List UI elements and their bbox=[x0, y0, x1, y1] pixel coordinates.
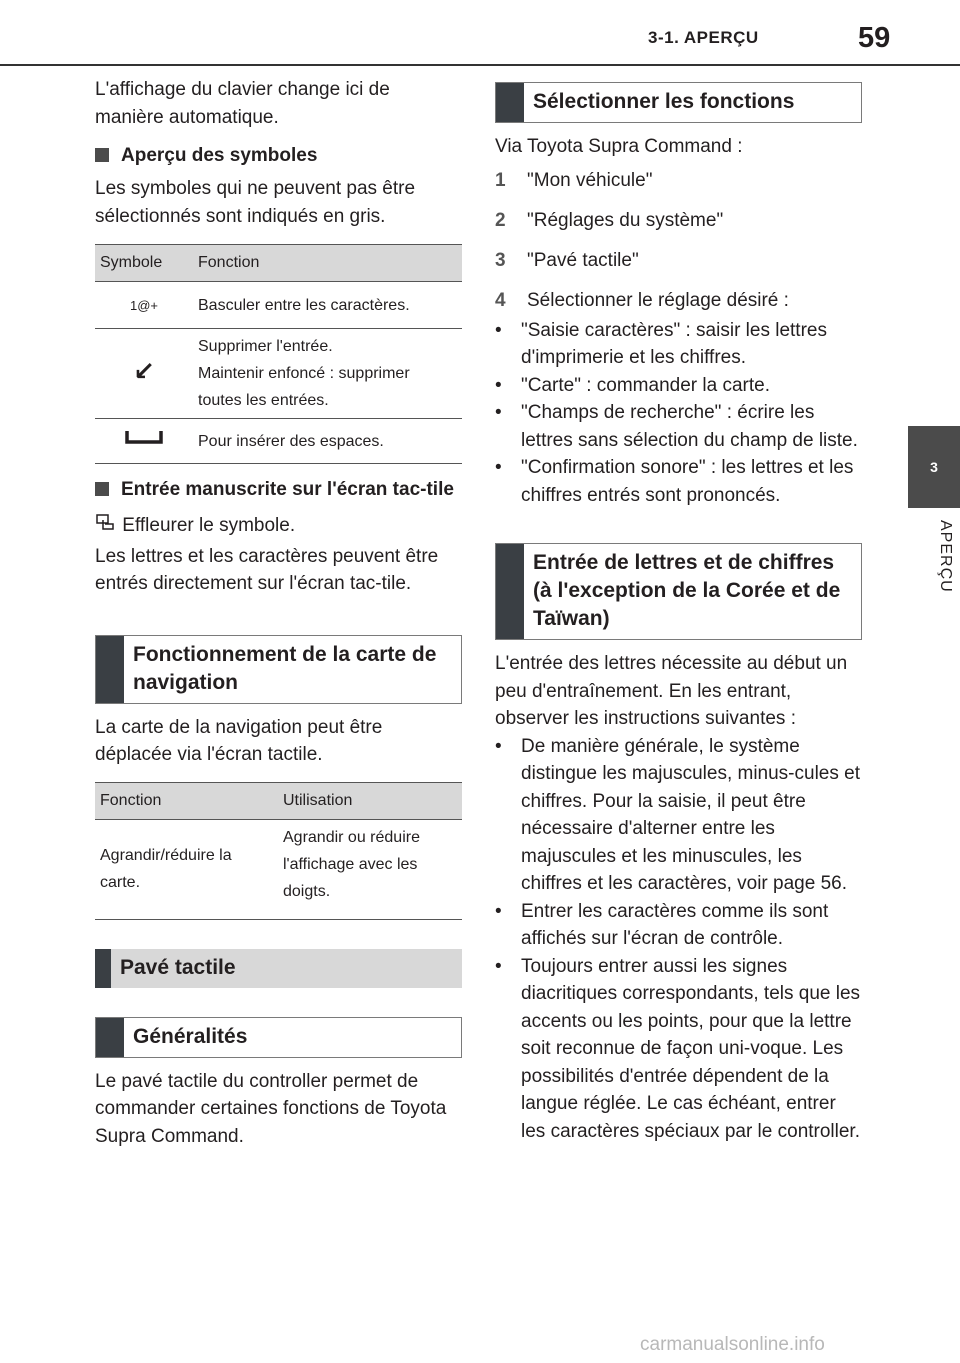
nav-table bbox=[95, 782, 462, 920]
general-section-box bbox=[95, 1017, 462, 1058]
switch-characters-icon: 1@+ bbox=[129, 297, 159, 313]
function-cell: Pour insérer des espaces. bbox=[193, 419, 462, 464]
chapter-tab: 3 bbox=[908, 426, 960, 508]
section-title: 3-1. APERÇU bbox=[648, 28, 759, 47]
tap-instruction: Effleurer le symbole. bbox=[95, 512, 462, 540]
usage-cell: Agrandir ou réduire l'affichage avec les doigts. bbox=[278, 819, 462, 919]
nav-section-title: Fonctionnement de la carte de navigation bbox=[133, 642, 437, 694]
nav-section-box bbox=[95, 635, 462, 704]
symbols-table bbox=[95, 244, 462, 464]
chapter-label: APERÇU bbox=[937, 520, 954, 593]
general-section-title: Généralités bbox=[133, 1024, 248, 1048]
table-row bbox=[95, 819, 462, 919]
list-item: 2 "Réglages du système" bbox=[495, 209, 724, 231]
symbols-col-function: Fonction bbox=[193, 245, 462, 282]
function-cell: Supprimer l'entrée. Maintenir enfoncé : supprimer toutes les entrées. bbox=[193, 329, 462, 419]
space-icon bbox=[124, 428, 164, 446]
right-column bbox=[495, 82, 862, 1145]
header-divider bbox=[0, 64, 960, 66]
steps-list bbox=[495, 167, 862, 314]
list-item: 3 "Pavé tactile" bbox=[495, 249, 639, 271]
list-item: • Toujours entrer aussi les signes diacritiques correspondants, tels que les accents ou les points, pour que la lettre soit reconnue de façon uni-voque. Les possibilités d'entrée dépendent de la langue réglée. Le cas échéant, entrer les caractères spéciaux par le controller. bbox=[495, 955, 861, 1142]
list-item: • "Confirmation sonore" : les lettres et les chiffres entrés sont prononcés. bbox=[495, 457, 854, 506]
entry-section-title: Entrée de lettres et de chiffres (à l'exception de la Corée et de Taïwan) bbox=[533, 551, 841, 630]
list-item: • Entrer les caractères comme ils sont affichés sur l'écran de contrôle. bbox=[495, 900, 829, 949]
select-section-box bbox=[495, 82, 862, 123]
list-item: • De manière générale, le système distingue les majuscules, minus-cules et chiffres. Pour la saisie, il peut être nécessaire d'alterner entre les majuscules et les minuscules, les chiffres et les caractères, voir page 56. bbox=[495, 735, 860, 894]
function-cell: Agrandir/réduire la carte. bbox=[95, 819, 278, 919]
watermark: carmanualsonline.info bbox=[640, 1334, 825, 1355]
entry-text: L'entrée des lettres nécessite au début un peu d'entraînement. En les entrant, observer les instructions suivantes : bbox=[495, 653, 848, 729]
list-item: 4 Sélectionner le réglage désiré : bbox=[495, 289, 789, 311]
options-list bbox=[495, 317, 862, 510]
symbols-heading: Aperçu des symboles bbox=[95, 142, 462, 169]
entry-section-box bbox=[495, 543, 862, 640]
nav-col-usage: Utilisation bbox=[278, 782, 462, 819]
table-row bbox=[95, 419, 462, 464]
nav-text: La carte de la navigation peut être déplacée via l'écran tactile. bbox=[95, 716, 383, 765]
touchpad-section-box bbox=[95, 949, 462, 988]
list-item: • "Carte" : commander la carte. bbox=[495, 374, 770, 396]
square-bullet-icon bbox=[95, 148, 109, 162]
table-row bbox=[95, 329, 462, 419]
handwriting-heading: Entrée manuscrite sur l'écran tac-tile bbox=[95, 476, 462, 503]
symbols-col-symbol: Symbole bbox=[95, 245, 193, 282]
via-text: Via Toyota Supra Command : bbox=[495, 136, 743, 157]
nav-col-function: Fonction bbox=[95, 782, 278, 819]
general-text: Le pavé tactile du controller permet de commander certaines fonctions de Toyota Supra Command. bbox=[95, 1070, 447, 1147]
square-bullet-icon bbox=[95, 482, 109, 496]
delete-icon: ↙ bbox=[133, 356, 155, 386]
select-section-title: Sélectionner les fonctions bbox=[533, 90, 795, 113]
table-row bbox=[95, 282, 462, 329]
instructions-list bbox=[495, 733, 862, 1146]
list-item: • "Champs de recherche" : écrire les lettres sans sélection du champ de liste. bbox=[495, 402, 858, 451]
symbols-text: Les symboles qui ne peuvent pas être sélectionnés sont indiqués en gris. bbox=[95, 178, 416, 227]
list-item: 1 "Mon véhicule" bbox=[495, 169, 653, 191]
finger-tap-icon bbox=[95, 513, 117, 533]
list-item: • "Saisie caractères" : saisir les lettres d'imprimerie et les chiffres. bbox=[495, 319, 827, 368]
keyboard-intro: L'affichage du clavier change ici de manière automatique. bbox=[95, 79, 390, 128]
touchpad-section-title: Pavé tactile bbox=[120, 955, 236, 979]
function-cell: Basculer entre les caractères. bbox=[193, 282, 462, 329]
page-number: 59 bbox=[858, 22, 891, 54]
handwriting-text: Les lettres et les caractères peuvent être entrés directement sur l'écran tac-tile. bbox=[95, 545, 439, 594]
left-column bbox=[95, 76, 462, 1150]
